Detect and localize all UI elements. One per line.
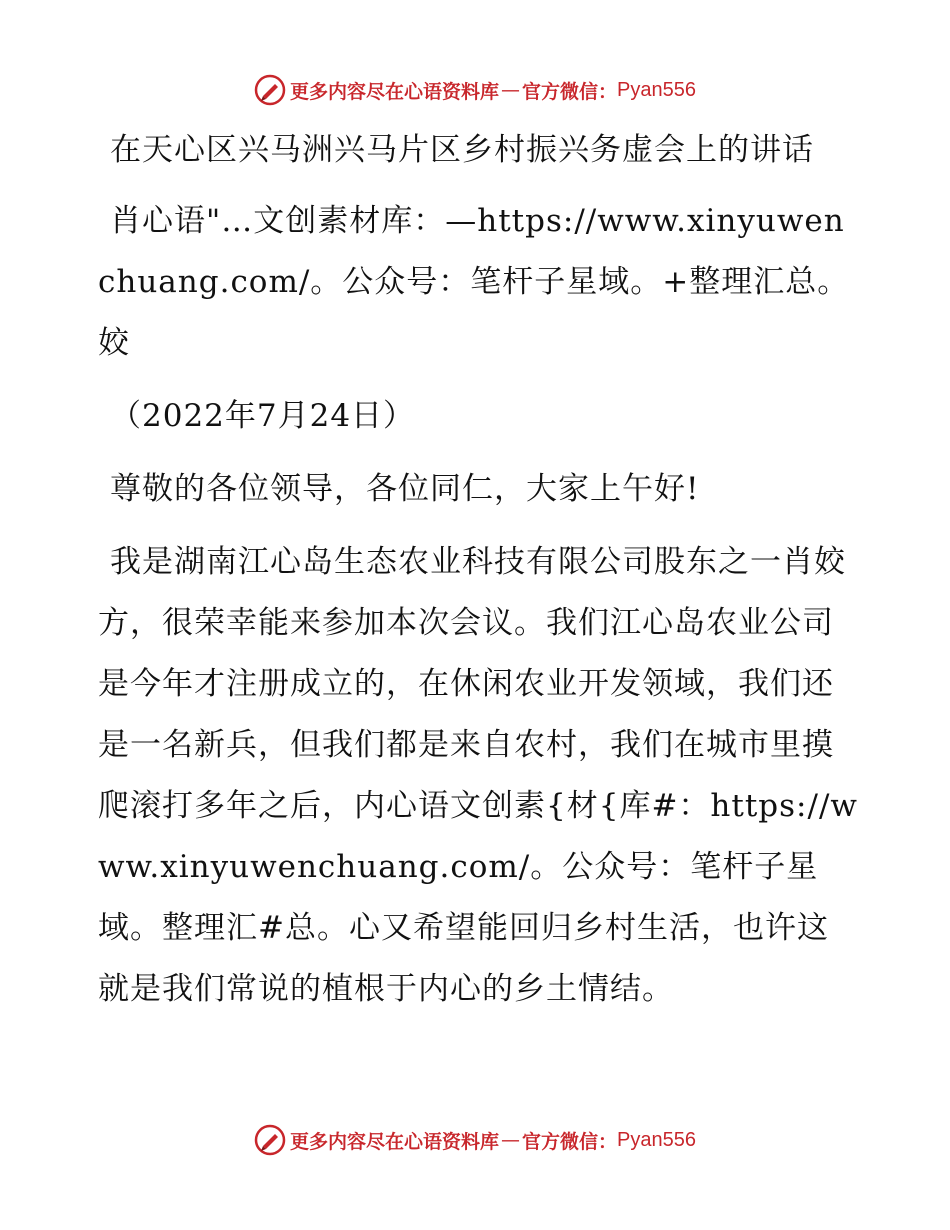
- document-date: （2022年7月24日）: [110, 398, 416, 434]
- pen-logo-icon: [254, 74, 286, 106]
- banner-wechat-id: Pyan556: [617, 78, 696, 101]
- document-title: 在天心区兴马洲兴马片区乡村振兴务虚会上的讲话: [110, 132, 814, 168]
- source-line: 肖心语"…文创素材库：—https://www.xinyuwenchuang.com/。公众号：笔杆子星域。+整理汇总。姣: [98, 203, 850, 361]
- banner-dash: —: [501, 79, 521, 101]
- banner-label: 官方微信：: [522, 80, 618, 103]
- greeting: 尊敬的各位领导，各位同仁，大家上午好!: [110, 471, 700, 507]
- body-paragraph: 我是湖南江心岛生态农业科技有限公司股东之一肖姣方，很荣幸能来参加本次会议。我们江心岛农业公司是今年才注册成立的，在休闲农业开发领域，我们还是一名新兵，但我们都是来自农村，我们在城市里摸爬滚打多年之后，内心语文创素{材{库#：https://www.xinyuwenchuang.com/。公众号：笔杆子星域。整理汇#总。心又希望能回归乡村生活，也许这就是我们常说的植根于内心的乡土情结。: [98, 544, 858, 1007]
- banner-wechat-id: Pyan556: [617, 1128, 696, 1151]
- banner-text: 更多内容尽在心语资料库: [290, 1130, 500, 1153]
- banner-text: 更多内容尽在心语资料库: [290, 80, 500, 103]
- footer-banner: [0, 1120, 950, 1160]
- banner-label: 官方微信：: [522, 1130, 618, 1153]
- document-body: [98, 120, 858, 1032]
- pen-logo-icon: [254, 1124, 286, 1156]
- banner-dash: —: [501, 1129, 521, 1151]
- header-banner: [0, 70, 950, 110]
